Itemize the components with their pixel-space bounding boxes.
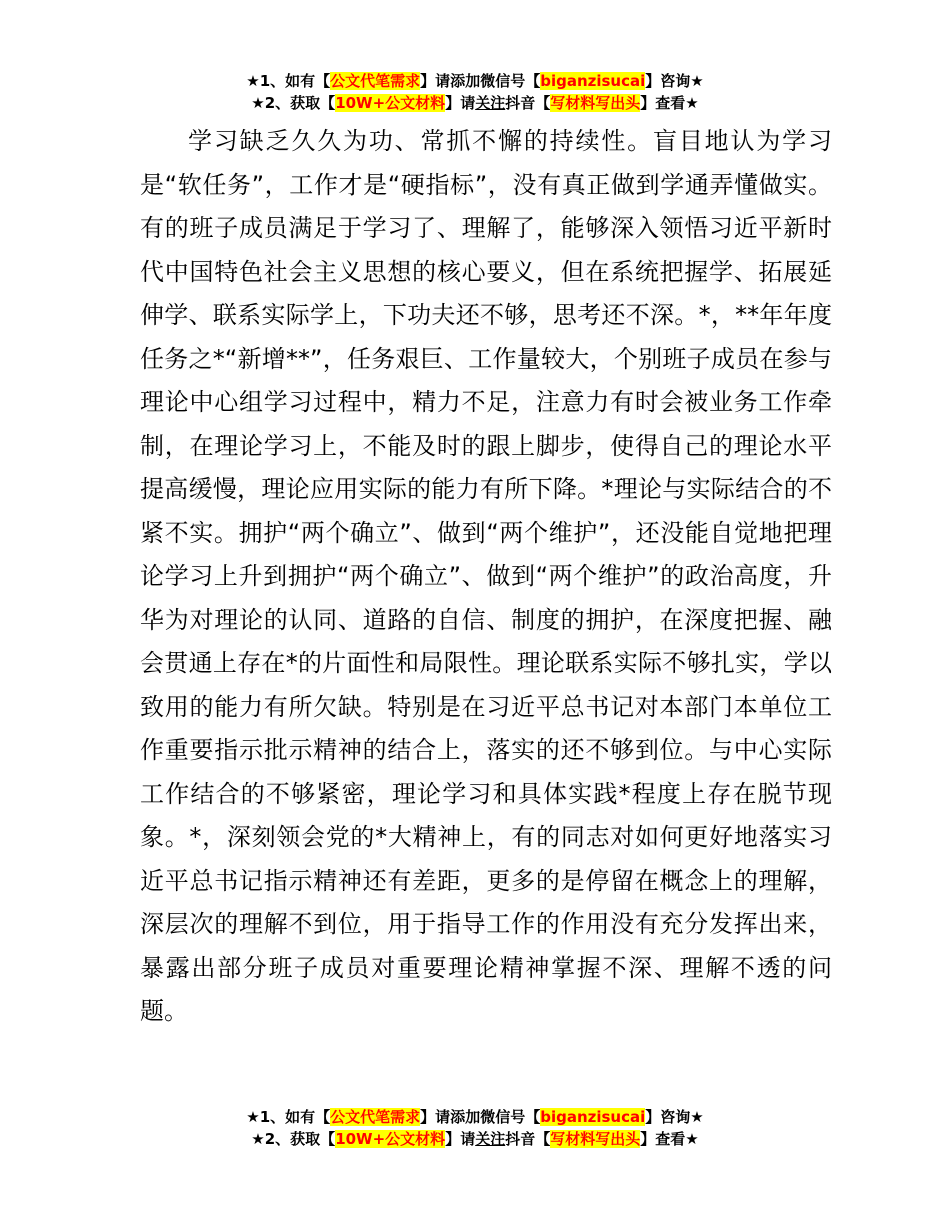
footer-highlight-materials: 10W+公文材料 [335,1130,446,1148]
header-line-1-emph: 加 [465,72,481,90]
header-line-2-part-4: 】查看★ [640,94,699,112]
header-line-1-part-3: 微信号【 [480,72,541,90]
body-paragraph: 学习缺乏久久为功、常抓不懈的持续性。盲目地认为学习是“软任务”，工作才是“硬指标”，没有真正做到学通弄懂做实。有的班子成员满足于学习了、理解了，能够深入领悟习近平新时代中国特色社会主义思想的核心要义，但在系统把握学、拓展延伸学、联系实际学上，下功夫还不够，思考还不深。*，**年年度任务之*“新增**”，任务艰巨、工作量较大，个别班子成员在参与理论中心组学习过程中，精力不足，注意力有时会被业务工作牵制，在理论学习上，不能及时的跟上脚步，使得自己的理论水平提高缓慢，理论应用实际的能力有所下降。*理论与实际结合的不紧不实。拥护“两个确立”、做到“两个维护”，还没能自觉地把理论学习上升到拥护“两个确立”、做到“两个维护”的政治高度，升华为对理论的认同、道路的自信、制度的拥护，在深度把握、融会贯通上存在*的片面性和局限性。理论联系实际不够扎实，学以致用的能力有所欠缺。特别是在习近平总书记对本部门本单位工作重要指示批示精神的结合上，落实的还不够到位。与中心实际工作结合的不够紧密，理论学习和具体实践*程度上存在脱节现象。*，深刻领会党的*大精神上，有的同志对如何更好地落实习近平总书记指示精神还有差距，更多的是停留在概念上的理解，深层次的理解不到位，用于指导工作的作用没有充分发挥出来，暴露出部分班子成员对重要理论精神掌握不深、理解不透的问题。 [140,127,832,1025]
footer-line-2-part-3: 抖音【 [505,1130,551,1148]
header-line-2-part-3: 抖音【 [505,94,551,112]
footer-highlight-douyin: 写材料写出头 [550,1130,641,1148]
footer-line-2-part-2: 】请 [445,1130,476,1148]
header-line-2 [0,92,950,114]
footer-line-1-part-2: 】请添 [420,1108,466,1126]
footer-line-2 [0,1128,950,1150]
header-line-1-part-4: 】咨询★ [645,72,704,90]
header-line-2-part-1: ★2、获取【 [251,94,336,112]
header-line-1-part-1: ★1、如有【 [246,72,331,90]
footer-banner [0,1106,950,1150]
footer-line-1-part-4: 】咨询★ [645,1108,704,1126]
footer-line-1-part-1: ★1、如有【 [246,1108,331,1126]
header-line-1 [0,70,950,92]
header-banner [0,70,950,114]
footer-highlight-ghostwriting: 公文代笔需求 [330,1108,421,1126]
footer-line-2-part-4: 】查看★ [640,1130,699,1148]
header-line-1-part-2: 】请添 [420,72,466,90]
header-highlight-douyin: 写材料写出头 [550,94,641,112]
header-line-2-emph: 关注 [475,94,506,112]
header-highlight-materials: 10W+公文材料 [335,94,446,112]
header-highlight-wechat-id: biganzisucai [540,72,646,90]
footer-line-1-emph: 加 [465,1108,481,1126]
footer-line-1 [0,1106,950,1128]
footer-line-1-part-3: 微信号【 [480,1108,541,1126]
footer-line-2-emph: 关注 [475,1130,506,1148]
header-line-2-part-2: 】请 [445,94,476,112]
header-highlight-ghostwriting: 公文代笔需求 [330,72,421,90]
footer-line-2-part-1: ★2、获取【 [251,1130,336,1148]
footer-highlight-wechat-id: biganzisucai [540,1108,646,1126]
